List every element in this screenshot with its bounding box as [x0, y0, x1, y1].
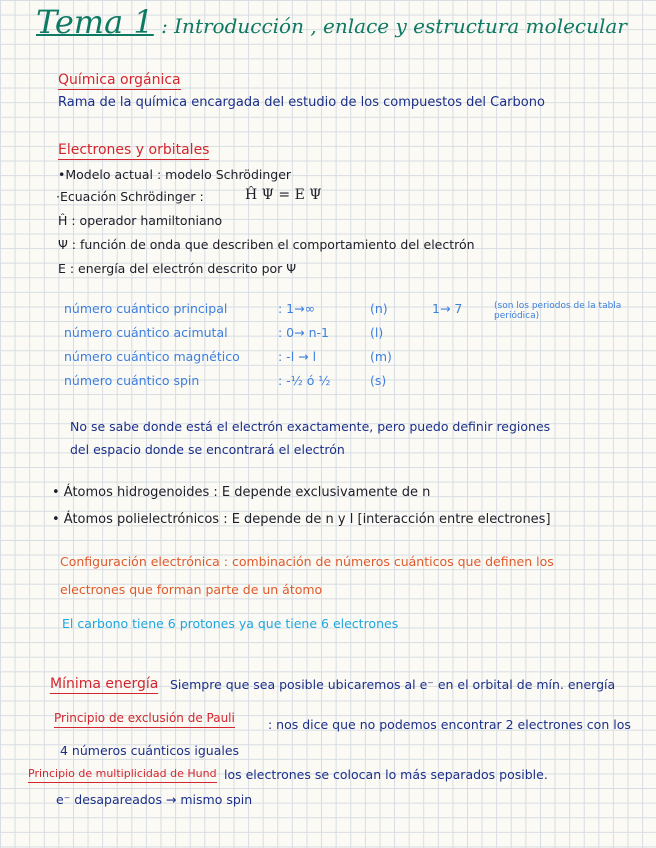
incertidumbre-line: No se sabe donde está el electrón exactamente, pero puedo definir regiones: [70, 419, 551, 434]
incertidumbre-line: del espacio donde se encontrará el electrón: [70, 442, 345, 457]
numero-cuantico-range: : 0→ n-1: [278, 325, 329, 340]
electrones-item: ·Ecuación Schrödinger :: [56, 189, 204, 204]
numero-cuantico-name: número cuántico principal: [64, 301, 228, 316]
numero-cuantico-name: número cuántico spin: [64, 373, 200, 388]
atomos-line: • Átomos hidrogenoides : E depende exclusivamente de n: [52, 485, 431, 500]
electrones-item: E : energía del electrón descrito por Ψ: [58, 261, 297, 276]
electrones-heading: Electrones y orbitales: [58, 142, 209, 160]
title-subtitle: : Introducción , enlace y estructura molecular: [161, 14, 627, 38]
electrones-item: Ĥ : operador hamiltoniano: [58, 213, 223, 228]
hund-text: e⁻ desapareados → mismo spin: [56, 792, 253, 807]
page-title: [36, 4, 627, 41]
configuracion-line: electrones que forman parte de un átomo: [60, 582, 323, 597]
numero-cuantico-range: : -½ ó ½: [278, 373, 331, 388]
hund-heading: Principio de multiplicidad de Hund: [28, 768, 217, 783]
atomos-line: • Átomos polielectrónicos : E depende de n y l [interacción entre electrones]: [52, 512, 551, 527]
numero-cuantico-range: : 1→∞: [278, 301, 316, 316]
configuracion-line: Configuración electrónica : combinación de números cuánticos que definen los: [60, 554, 554, 569]
numero-cuantico-symbol: (l): [370, 325, 384, 340]
pauli-heading: Principio de exclusión de Pauli: [54, 712, 235, 728]
periodos-range: 1→ 7: [432, 301, 463, 316]
numero-cuantico-symbol: (n): [370, 301, 388, 316]
numero-cuantico-symbol: (m): [370, 349, 392, 364]
numero-cuantico-symbol: (s): [370, 373, 387, 388]
schrodinger-equation: Ĥ Ψ = E Ψ: [245, 187, 322, 203]
pauli-text: 4 números cuánticos iguales: [60, 743, 240, 758]
hund-text: los electrones se colocan lo más separados posible.: [224, 767, 548, 782]
numero-cuantico-name: número cuántico acimutal: [64, 325, 228, 340]
pauli-text: : nos dice que no podemos encontrar 2 electrones con los: [268, 717, 631, 732]
minima-energia-text: Siempre que sea posible ubicaremos al e⁻ en el orbital de mín. energía: [170, 677, 616, 692]
title-main: Tema 1: [36, 3, 154, 41]
electrones-item: •Modelo actual : modelo Schrödinger: [58, 167, 292, 182]
minima-energia-heading: Mínima energía: [50, 676, 158, 694]
periodos-note: (son los periodos de la tabla periódica): [494, 301, 622, 321]
quimica-organica-heading: Química orgánica: [58, 72, 181, 90]
numero-cuantico-name: número cuántico magnético: [64, 349, 240, 364]
quimica-organica-definition: Rama de la química encargada del estudio de los compuestos del Carbono: [58, 95, 545, 110]
electrones-item: Ψ : función de onda que describen el comportamiento del electrón: [58, 237, 475, 252]
carbono-note: El carbono tiene 6 protones ya que tiene 6 electrones: [62, 616, 399, 631]
numero-cuantico-range: : -l → l: [278, 349, 317, 364]
